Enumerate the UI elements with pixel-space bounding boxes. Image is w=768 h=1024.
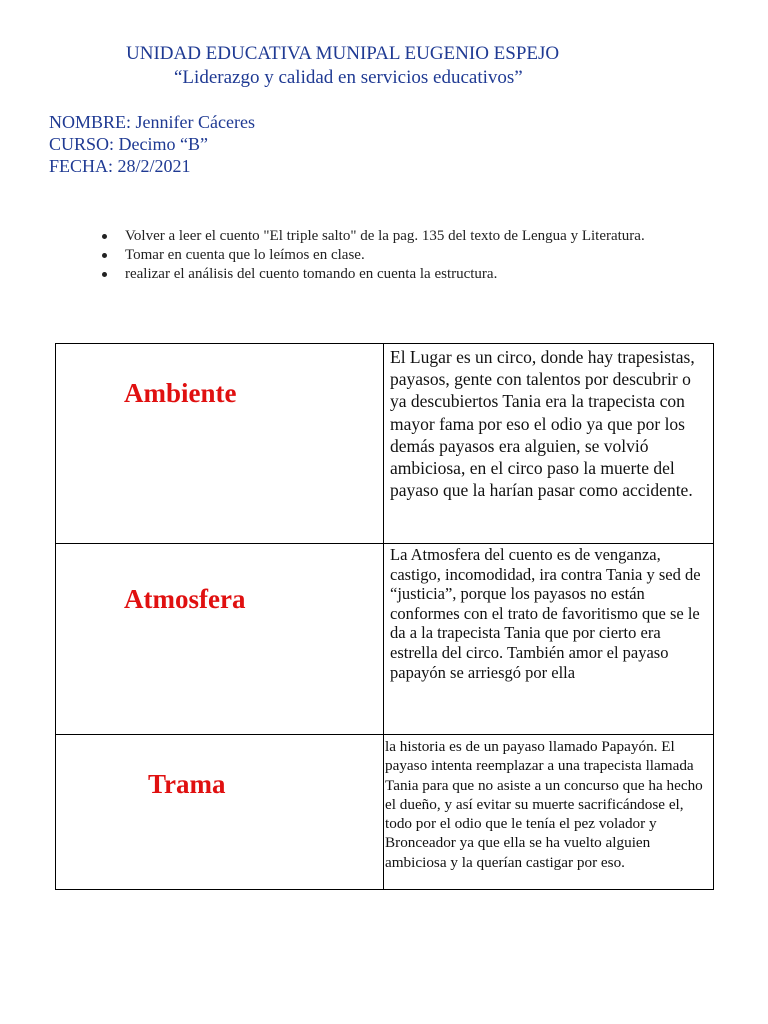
table-row bbox=[56, 344, 714, 544]
list-item bbox=[100, 247, 690, 264]
school-name: UNIDAD EDUCATIVA MUNIPAL EUGENIO ESPEJO bbox=[126, 43, 560, 64]
table-row bbox=[56, 735, 714, 890]
list-item bbox=[100, 228, 690, 245]
instruction-text: Volver a leer el cuento "El triple salto" de la pag. 135 del texto de Lengua y Literatura. bbox=[125, 228, 645, 244]
instruction-list bbox=[100, 228, 690, 285]
date: FECHA: 28/2/2021 bbox=[49, 156, 191, 176]
label-cell bbox=[56, 344, 384, 544]
text-cell bbox=[384, 735, 714, 890]
row-label: Trama bbox=[148, 769, 226, 799]
table-row bbox=[56, 544, 714, 735]
label-cell bbox=[56, 544, 384, 735]
course: CURSO: Decimo “B” bbox=[49, 134, 208, 154]
bullet-icon bbox=[102, 272, 107, 277]
cell-text: La Atmosfera del cuento es de venganza, castigo, incomodidad, ira contra Tania y sed de “justicia”, porque los payasos no están conformes con el trato de favoritismo que se le da a la trapecista Tania que por cierto era estrella del circo. También amor el payaso papayón se arriesgó por ella bbox=[390, 545, 701, 682]
bullet-icon bbox=[102, 253, 107, 258]
cell-text: la historia es de un payaso llamado Papayón. El payaso intenta reemplazar a una trapecista llamada Tania para que no asiste a un concurso que ha hecho el dueño, y así evitar su muerte sacrificándose el, todo por el odio que le tenía el pez volador y Bronceador ya que ella se ha vuelto alguien ambiciosa y la querían castigar por eso. bbox=[385, 738, 703, 871]
row-label: Ambiente bbox=[124, 378, 237, 408]
text-cell bbox=[384, 544, 714, 735]
row-label: Atmosfera bbox=[124, 584, 246, 614]
instruction-text: realizar el análisis del cuento tomando en cuenta la estructura. bbox=[125, 266, 498, 282]
student-name: NOMBRE: Jennifer Cáceres bbox=[49, 112, 255, 132]
school-motto: “Liderazgo y calidad en servicios educativos” bbox=[174, 67, 523, 88]
instruction-text: Tomar en cuenta que lo leímos en clase. bbox=[125, 247, 365, 263]
story-analysis-table bbox=[55, 343, 714, 890]
text-cell bbox=[384, 344, 714, 544]
bullet-icon bbox=[102, 234, 107, 239]
list-item bbox=[100, 266, 690, 283]
cell-text: El Lugar es un circo, donde hay trapesistas, payasos, gente con talentos por descubrir o ya descubiertos Tania era la trapecista con mayor fama por eso el odio ya que por los demás payasos era alguien, se volvió ambiciosa, en el circo paso la muerte del payaso que la harían pasar como accidente. bbox=[390, 347, 695, 501]
label-cell bbox=[56, 735, 384, 890]
